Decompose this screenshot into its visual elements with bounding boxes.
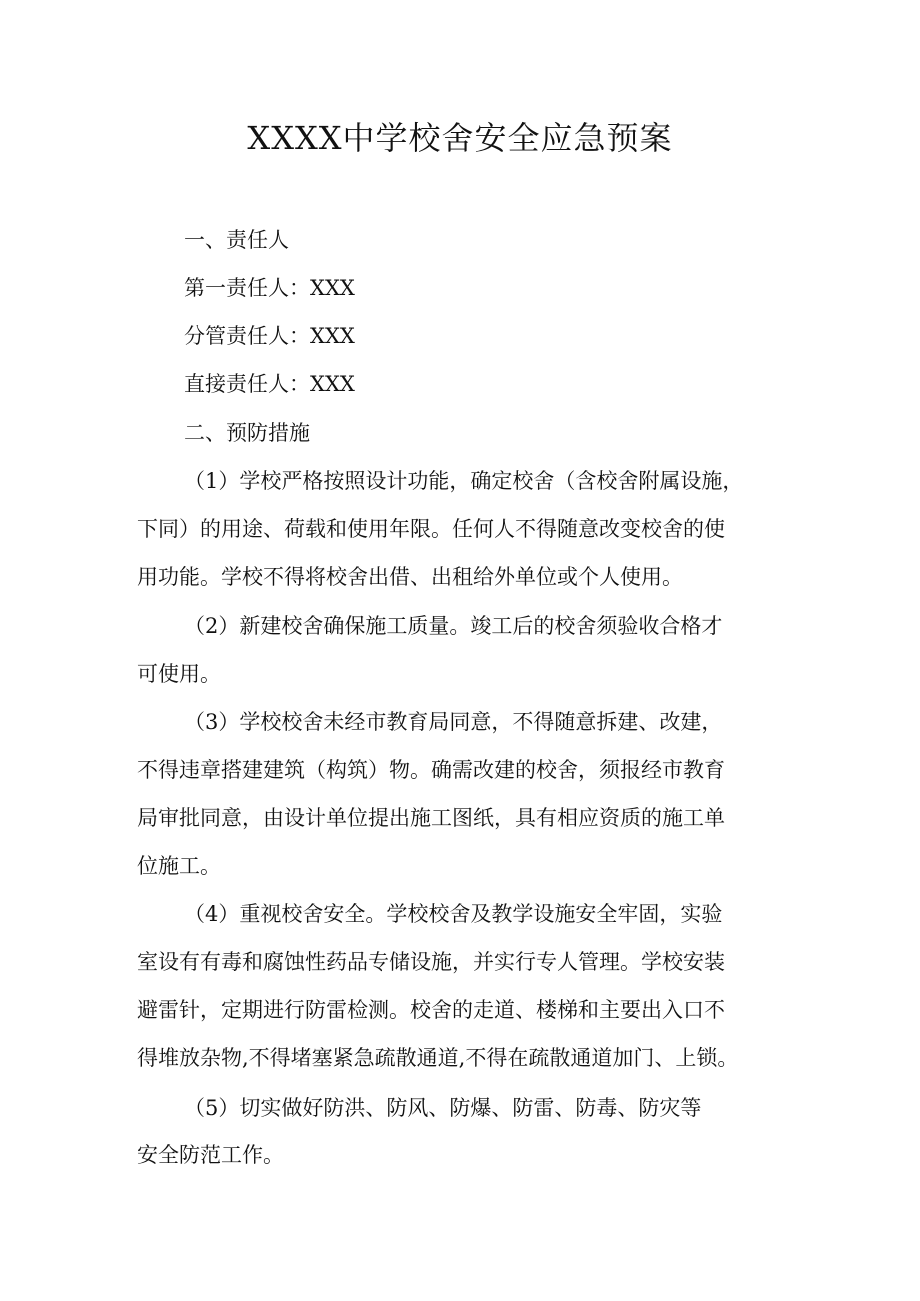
item1-line3: 用功能。学校不得将校舍出借、出租给外单位或个人使用。 (137, 565, 683, 589)
section2-heading: 二、预防措施 (184, 421, 310, 445)
first-responsible-line: 第一责任人：XXX (184, 276, 355, 300)
item1-line1: （1）学校严格按照设计功能，确定校舍（含校舍附属设施， (184, 469, 744, 493)
item5-line2: 安全防范工作。 (137, 1143, 284, 1167)
item2-line1: （2）新建校舍确保施工质量。竣工后的校舍须验收合格才 (184, 614, 723, 638)
item1-line2: 下同）的用途、荷载和使用年限。任何人不得随意改变校舍的使 (137, 517, 725, 541)
direct-responsible-line: 直接责任人：XXX (184, 372, 355, 396)
item3-line2: 不得违章搭建建筑（构筑）物。确需改建的校舍，须报经市教育 (137, 758, 725, 782)
item4-line2: 室设有有毒和腐蚀性药品专储设施，并实行专人管理。学校安装 (137, 950, 725, 974)
item4-line4: 得堆放杂物,不得堵塞紧急疏散通道,不得在疏散通道加门、上锁。 (137, 1046, 739, 1070)
item3-line4: 位施工。 (137, 854, 221, 878)
item3-line3: 局审批同意，由设计单位提出施工图纸，具有相应资质的施工单 (137, 806, 725, 830)
supervising-responsible-line: 分管责任人：XXX (184, 324, 355, 348)
item2-line2: 可使用。 (137, 662, 221, 686)
item4-line3: 避雷针，定期进行防雷检测。校舍的走道、楼梯和主要出入口不 (137, 998, 725, 1022)
item4-line1: （4）重视校舍安全。学校校舍及教学设施安全牢固，实验 (184, 902, 723, 926)
section1-heading: 一、责任人 (184, 228, 289, 252)
item3-line1: （3）学校校舍未经市教育局同意，不得随意拆建、改建， (184, 710, 723, 734)
document-title: XXXX中学校舍安全应急预案 (247, 119, 673, 157)
item5-line1: （5）切实做好防洪、防风、防爆、防雷、防毒、防灾等 (184, 1096, 702, 1120)
